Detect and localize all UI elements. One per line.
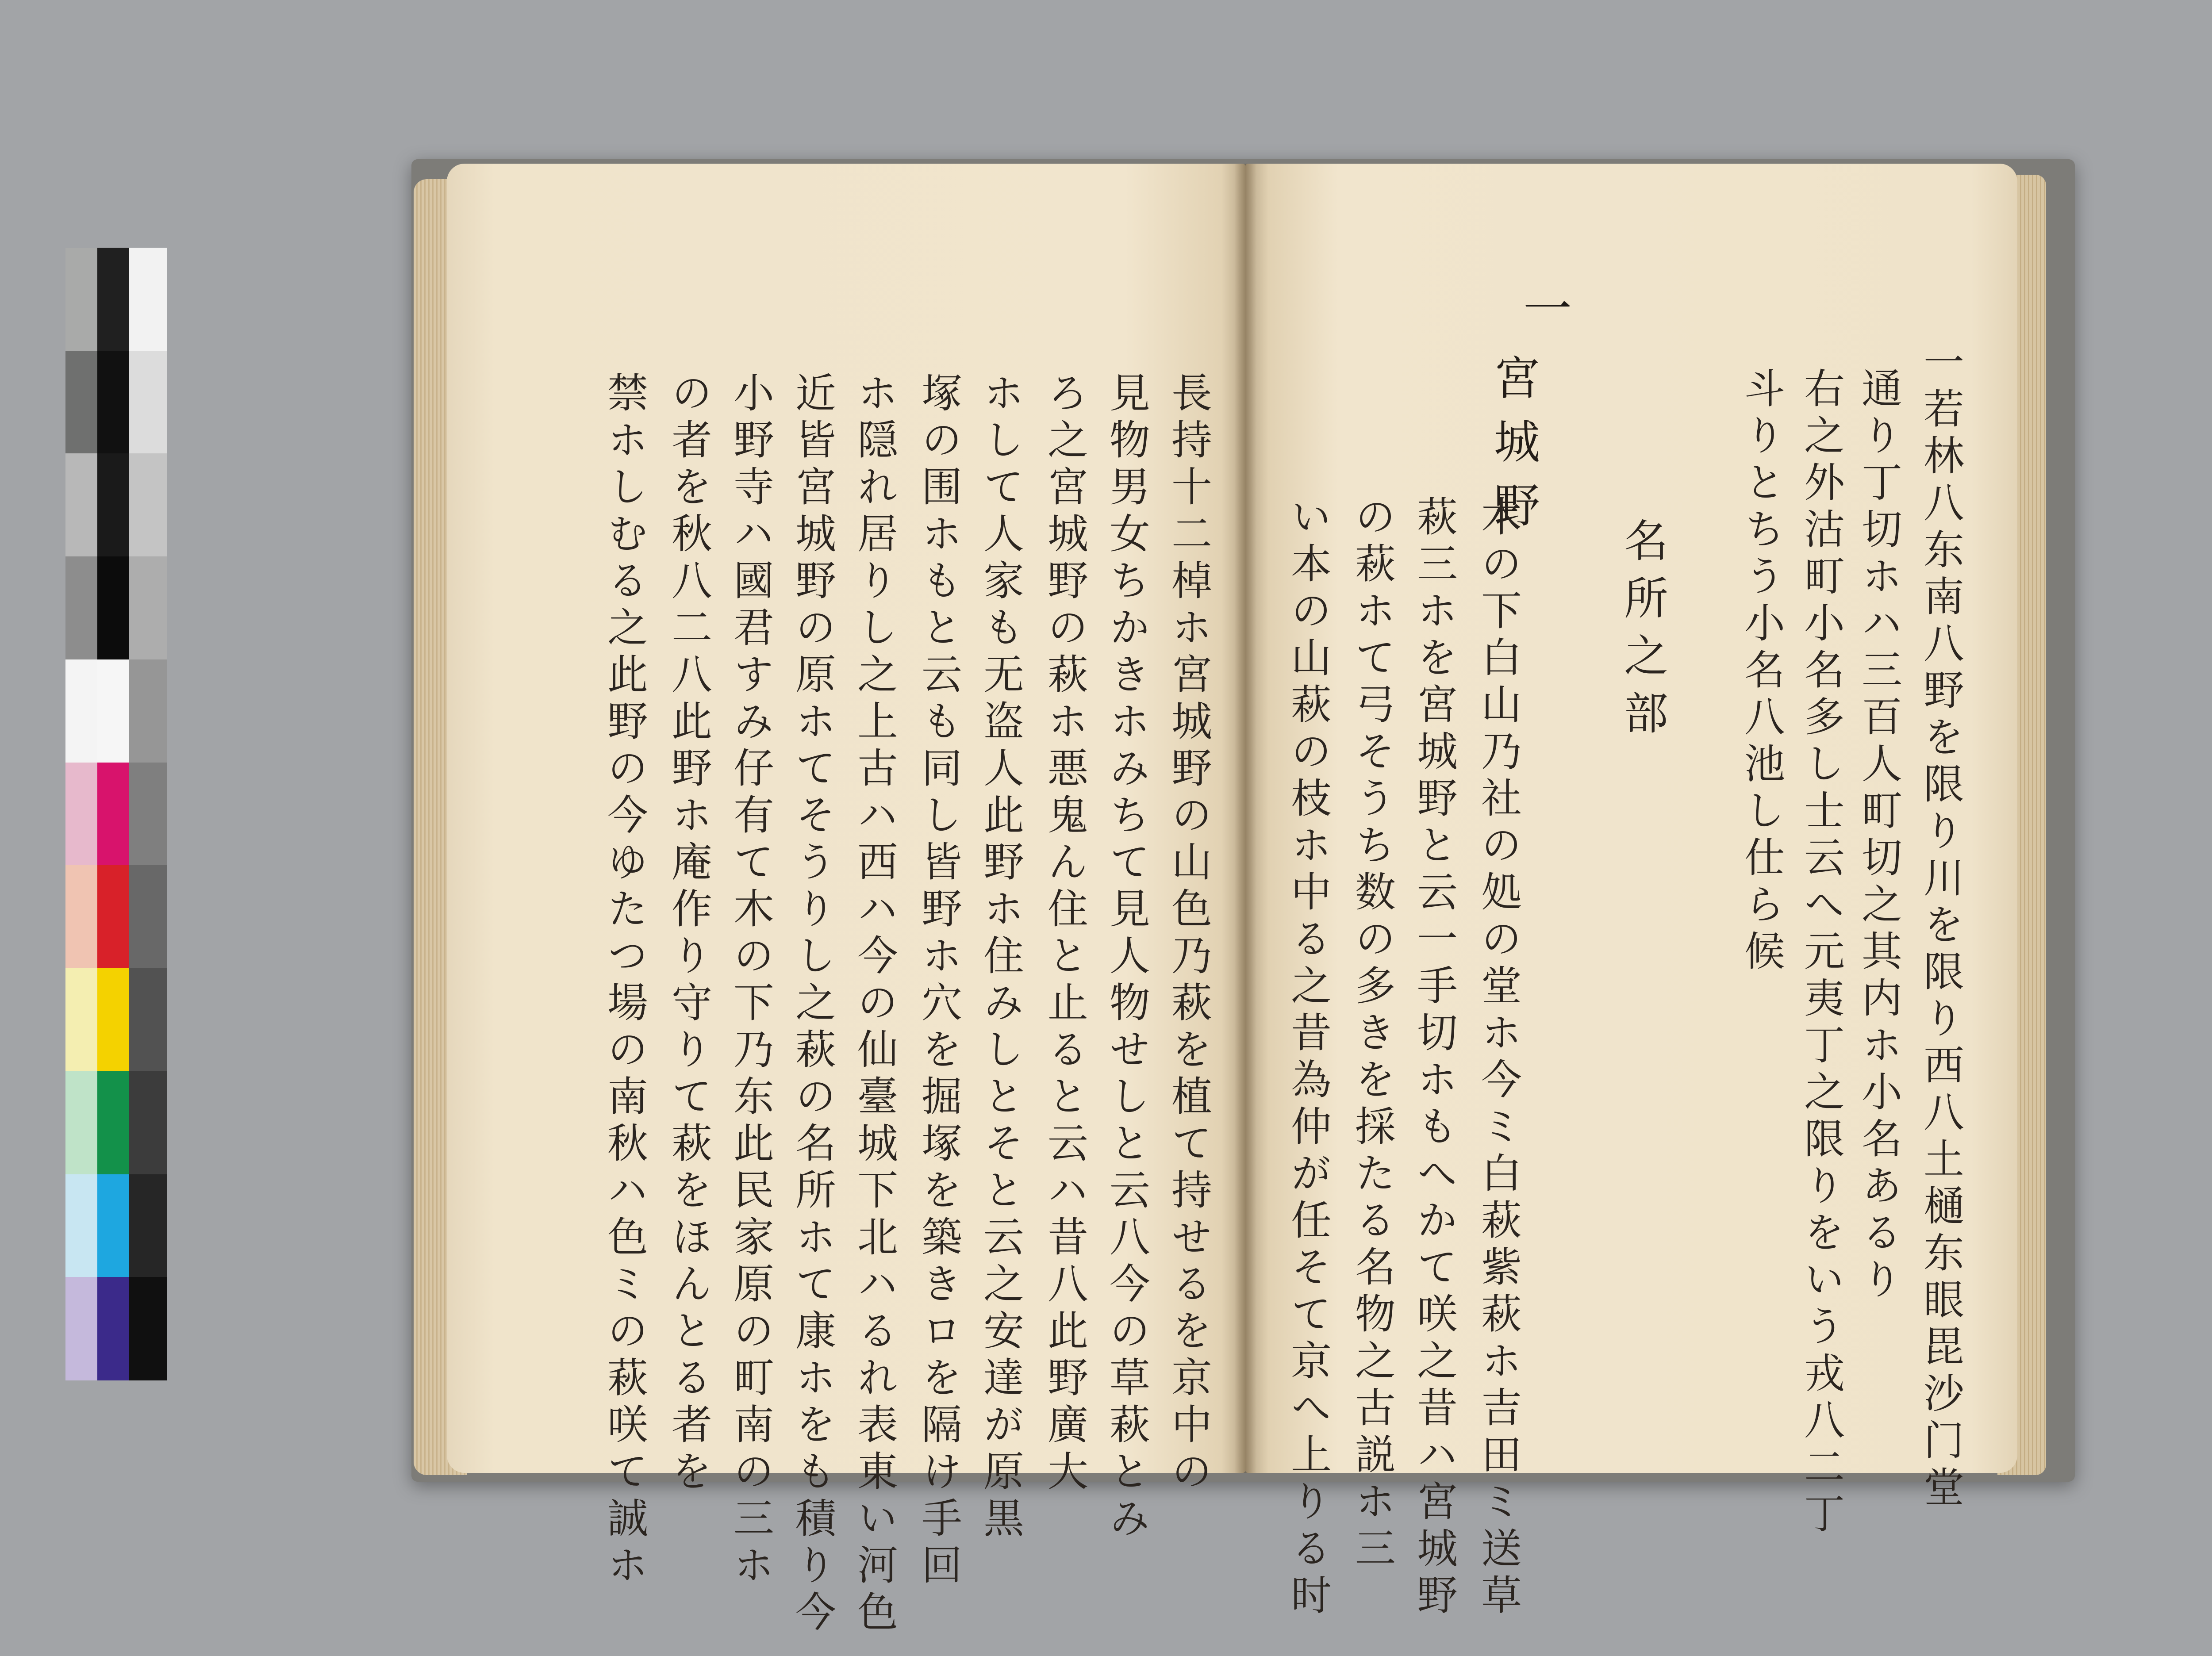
checker-patch xyxy=(97,968,129,1072)
checker-patch xyxy=(65,248,97,351)
checker-patch xyxy=(129,865,167,969)
left-page-line-3: ろ之宮城野の萩ホ悪鬼ん住と止ると云ハ昔八此野廣大 xyxy=(1041,372,1088,1497)
checker-patch xyxy=(97,659,129,763)
right-page-line-4: 斗りとちう小名八池し仕ら候 xyxy=(1738,367,1785,977)
left-page-line-4: ホして人家も无盗人此野ホ住みしとそと云之安達が原黒 xyxy=(977,372,1024,1544)
book-gutter xyxy=(1234,164,1256,1473)
checker-patch xyxy=(97,351,129,454)
right-page-line-1: 一若林八东南八野を限り川を限り西八土樋东眼毘沙门堂 xyxy=(1917,341,1964,1513)
checker-column-1 xyxy=(65,248,97,1380)
checker-patch xyxy=(97,248,129,351)
checker-patch xyxy=(65,351,97,454)
left-page-line-1: 長持十二棹ホ宮城野の山色乃萩を植て持せるを京中の xyxy=(1165,372,1212,1497)
checker-patch xyxy=(129,968,167,1072)
checker-patch xyxy=(97,1277,129,1380)
left-page-line-9: の者を秋八二八此野ホ庵作り守りて萩をほんとる者を xyxy=(665,372,712,1497)
section-mark: 一 xyxy=(1515,283,1572,332)
right-page-body-line-3: の萩ホて弓そうち数の多きを採たる名物之古説ホ三 xyxy=(1348,495,1396,1574)
checker-patch xyxy=(65,556,97,660)
checker-patch xyxy=(65,865,97,969)
checker-patch xyxy=(65,968,97,1072)
checker-patch xyxy=(65,1277,97,1380)
left-page-line-10: 禁ホしむる之此野の今ゆたつ場の南秋ハ色ミの萩咲て誠ホ xyxy=(601,372,648,1591)
checker-patch xyxy=(65,659,97,763)
checker-patch xyxy=(129,351,167,454)
right-page-line-3: 右之外沽町小名多し士云へ元夷丁之限りをいう戎八二丁 xyxy=(1797,367,1845,1539)
checker-patch xyxy=(65,1071,97,1175)
checker-patch xyxy=(97,453,129,557)
checker-patch xyxy=(97,1174,129,1278)
checker-patch xyxy=(97,763,129,866)
left-page-line-5: 塚の围ホもと云も同し皆野ホ穴を掘塚を築きロを隔け手回 xyxy=(915,372,962,1591)
checker-patch xyxy=(129,1071,167,1175)
right-page-body-line-2: 萩三ホを宮城野と云一手切ホもへかて咲之昔ハ宮城野 xyxy=(1410,495,1458,1621)
section-department-title: 名所之部 xyxy=(1617,518,1668,748)
checker-patch xyxy=(129,556,167,660)
checker-patch xyxy=(65,1174,97,1278)
checker-column-2 xyxy=(97,248,129,1380)
left-page-line-7: 近皆宮城野の原ホてそうりし之萩の名所ホて康ホをも積り今 xyxy=(789,372,836,1637)
checker-patch xyxy=(97,1071,129,1175)
section-title: 宮城野 xyxy=(1486,354,1540,545)
checker-patch xyxy=(65,763,97,866)
checker-patch xyxy=(129,1277,167,1380)
checker-patch xyxy=(129,1174,167,1278)
checker-patch xyxy=(129,659,167,763)
checker-column-3 xyxy=(129,248,167,1380)
right-page-body-line-1: 木の下白山乃社の処の堂ホ今ミ白萩紫萩ホ吉田ミ送草 xyxy=(1475,495,1522,1621)
checker-patch xyxy=(129,453,167,557)
checker-patch xyxy=(65,453,97,557)
color-checker-card xyxy=(65,248,167,1380)
checker-patch xyxy=(129,763,167,866)
right-page-line-2: 通り丁切ホハ三百人町切之其内ホ小名あるり xyxy=(1855,367,1902,1305)
left-page-line-2: 見物男女ちかきホみちて見人物せしと云八今の草萩とみ xyxy=(1103,372,1150,1544)
left-page-line-6: ホ隠れ居りし之上古ハ西ハ今の仙臺城下北ハるれ表東い河色 xyxy=(851,372,898,1637)
right-page-body-line-4: い本の山萩の枝ホ中る之昔為仲が任そて京へ上りる时 xyxy=(1284,495,1332,1621)
checker-patch xyxy=(97,556,129,660)
checker-patch xyxy=(129,248,167,351)
left-page-line-8: 小野寺ハ國君すみ仔有て木の下乃东此民家原の町南の三ホ xyxy=(727,372,774,1591)
checker-patch xyxy=(97,865,129,969)
